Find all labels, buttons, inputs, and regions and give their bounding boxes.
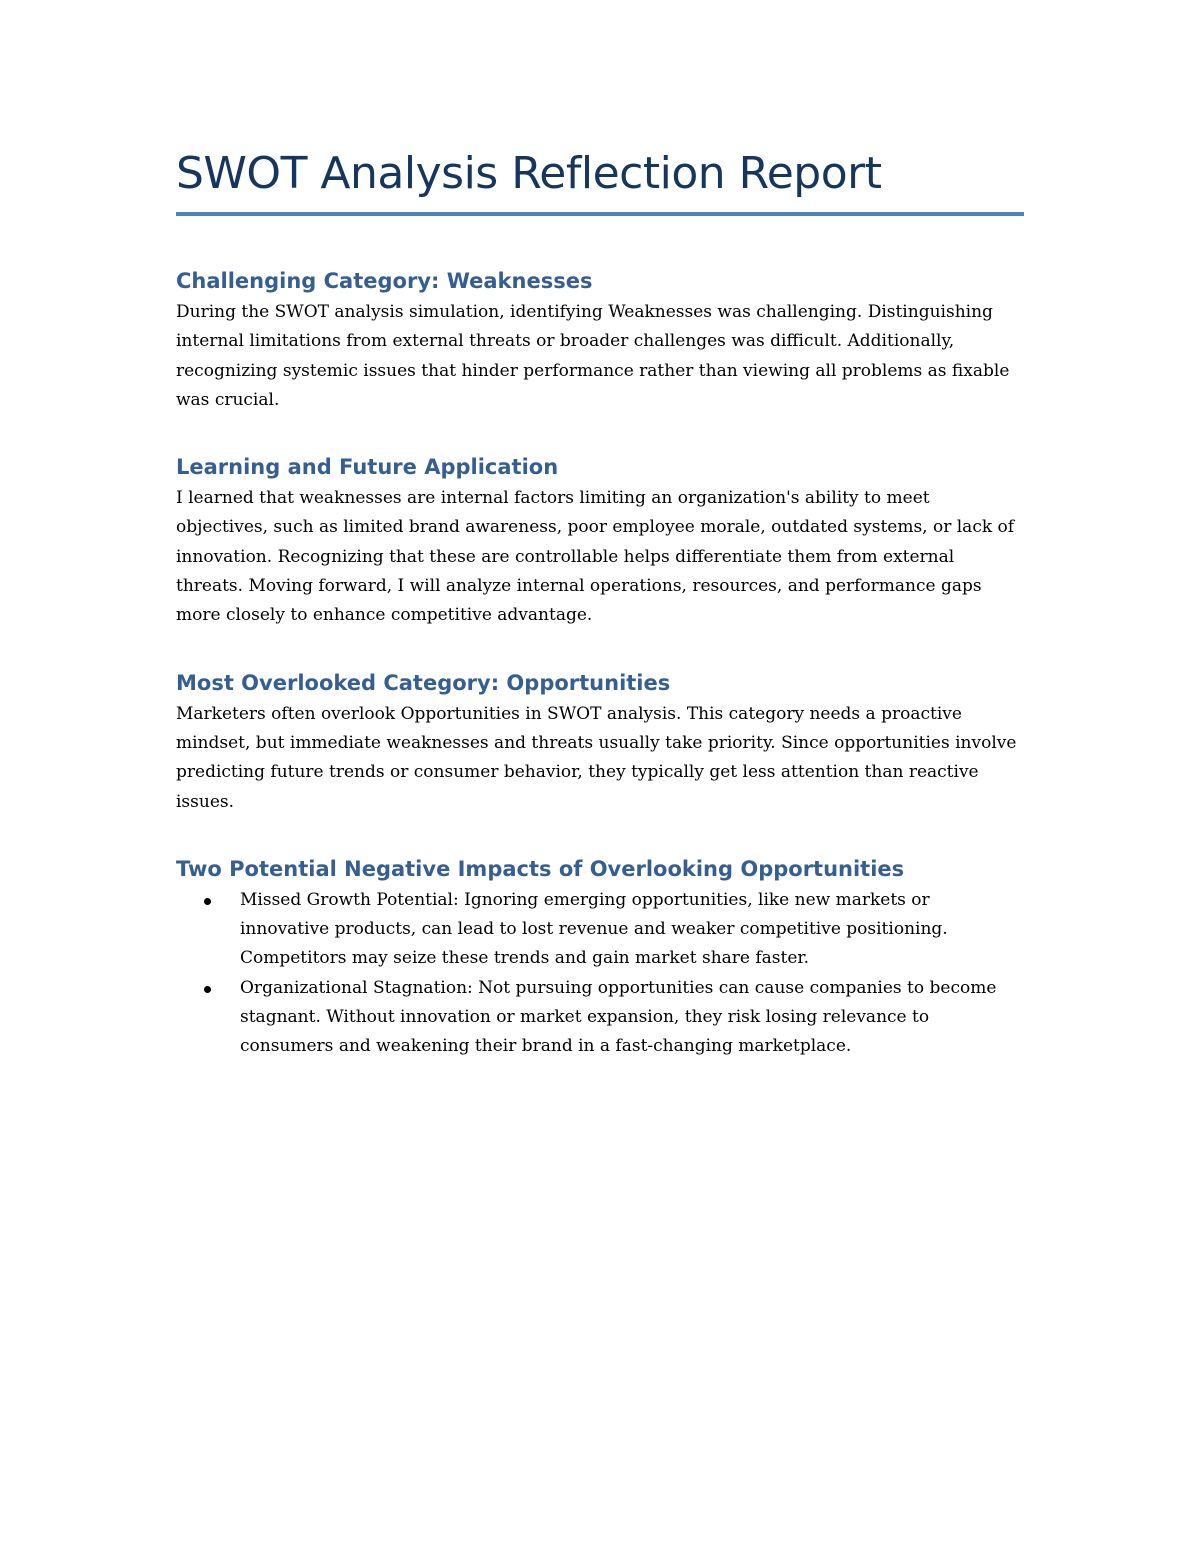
section-heading: Learning and Future Application xyxy=(176,455,559,480)
list-item-text: Missed Growth Potential: Ignoring emerging opportunities, like new markets or innovative products, can lead to lost revenue and weaker competitive positioning. Competitors may seize these trends and gain market share faster. xyxy=(240,889,948,969)
list-item-text: Organizational Stagnation: Not pursuing opportunities can cause companies to become stagnant. Without innovation or market expansion, they risk losing relevance to consumers and weakening their brand in a fast-changing marketplace. xyxy=(240,977,997,1057)
section-body: During the SWOT analysis simulation, identifying Weaknesses was challenging. Distinguishing internal limitations from external threats or broader challenges was difficult. Additionally, recognizing systemic issues that hinder performance rather than viewing all problems as fixable was crucial. xyxy=(176,302,1010,410)
bullet-icon xyxy=(204,986,211,993)
impacts-list xyxy=(176,886,1024,1062)
section-opportunities xyxy=(176,668,1024,817)
list-item xyxy=(176,974,1024,1062)
list-item xyxy=(176,886,1024,974)
section-body: I learned that weaknesses are internal factors limiting an organization's ability to meet objectives, such as limited brand awareness, poor employee morale, outdated systems, or lack of innovation. Recognizing that these are controllable helps differentiate them from external threats. Moving forward, I will analyze internal operations, resources, and performance gaps more closely to enhance competitive advantage. xyxy=(176,488,1015,626)
title-underline xyxy=(176,212,1024,216)
section-heading: Two Potential Negative Impacts of Overlooking Opportunities xyxy=(176,856,905,881)
section-heading: Challenging Category: Weaknesses xyxy=(176,269,593,293)
section-learning xyxy=(176,452,1024,630)
bullet-icon xyxy=(204,898,211,905)
document-page xyxy=(176,140,1024,1099)
section-heading: Most Overlooked Category: Opportunities xyxy=(176,670,671,695)
section-negative-impacts xyxy=(176,854,1024,1062)
section-body: Marketers often overlook Opportunities in SWOT analysis. This category needs a proactive mindset, but immediate weaknesses and threats usually take priority. Since opportunities involve predicting future trends or consumer behavior, they typically get less attention than reactive issues. xyxy=(176,703,1017,812)
document-title: SWOT Analysis Reflection Report xyxy=(176,148,882,199)
section-weaknesses xyxy=(176,266,1024,415)
